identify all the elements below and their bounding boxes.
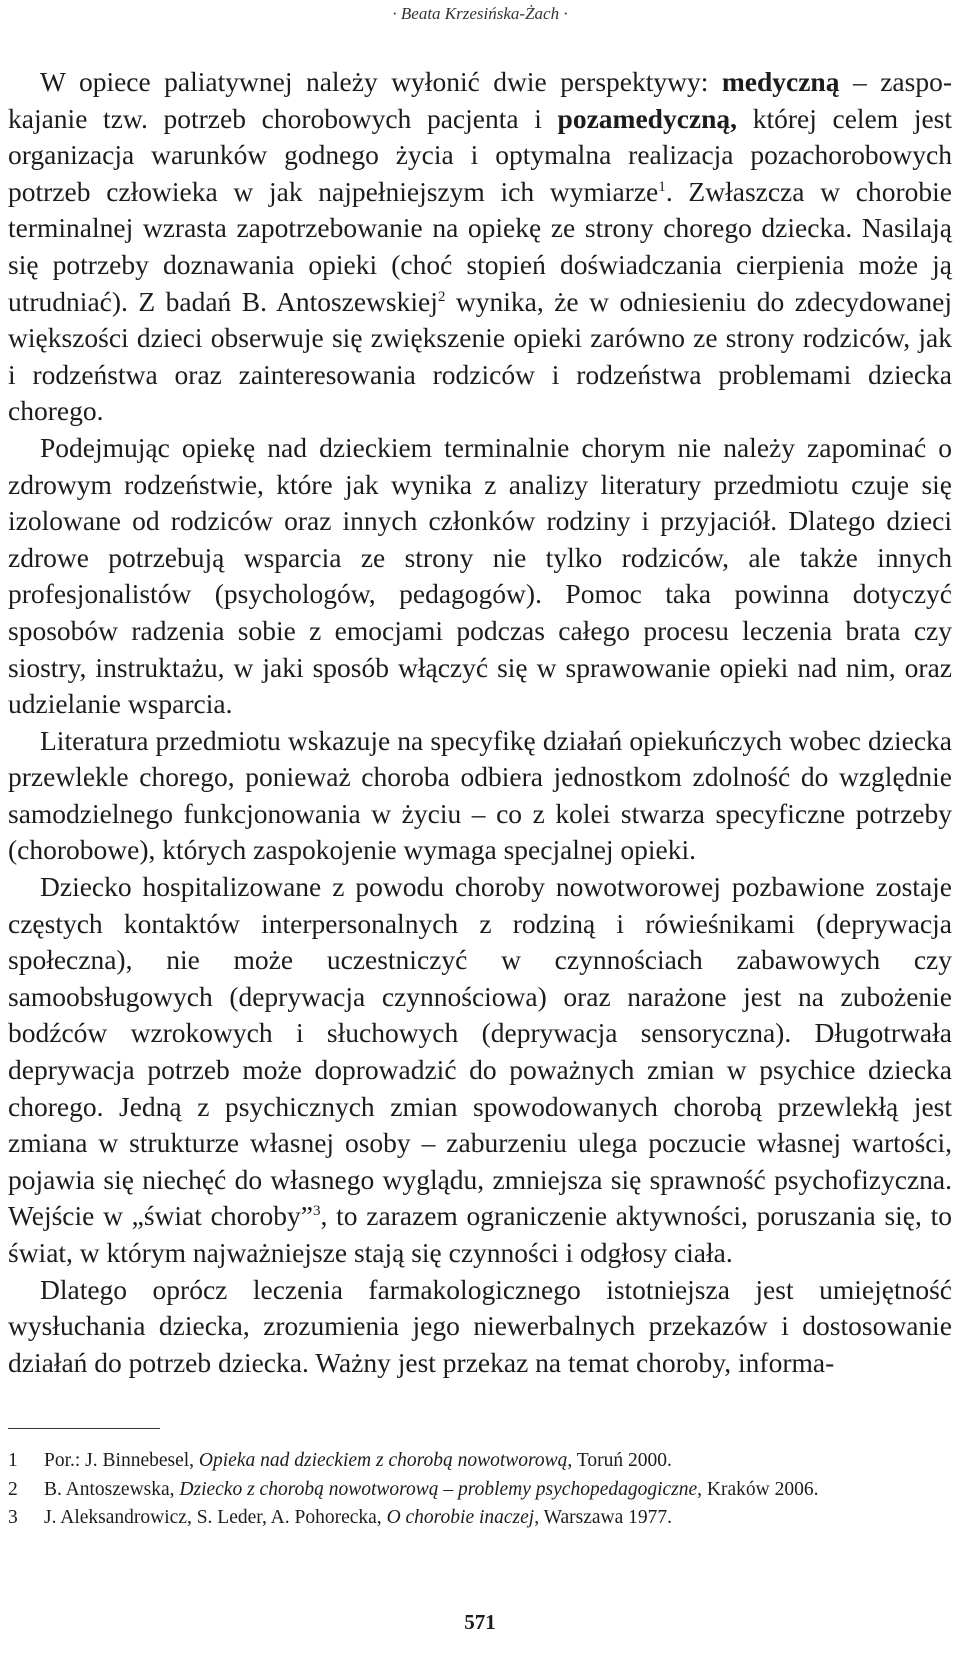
footnote-text: B. Antoszewska, Dziecko z chorobą nowotworową – problemy psychopedagogiczne, Kraków 2006. <box>44 1478 819 1500</box>
footnote-title: Opieka nad dzieckiem z chorobą nowotworową <box>198 1450 568 1471</box>
footnote-ref-3[interactable]: 3 <box>312 1203 321 1220</box>
footnote-divider <box>8 1428 160 1429</box>
footnote-number: 2 <box>8 1478 18 1500</box>
footnote-ref-2[interactable]: 2 <box>437 288 446 305</box>
footnote-number: 3 <box>8 1507 18 1528</box>
paragraph-5: Dlatego oprócz leczenia farmakologicznego istotniejsza jest umiejętność wysłuchania dziecka, zrozumienia jego niewerbalnych przekazów i dostosowanie działań do potrzeb dziecka. Ważny jest przekaz na temat choroby, informa- <box>8 1273 952 1378</box>
paragraph-1: W opiece paliatywnej należy wyłonić dwie perspektywy: medyczną – zaspokajanie tzw. potrzeb chorobowych pacjenta i pozamedyczną, której celem jest organizacja warunków godnego życia i optymalna realizacja pozachorobowych potrzeb człowieka w jak najpełniejszym ich wymiarze$^1$. Zwłaszcza w chorobie terminalnej wzrasta zapotrzebowanie na opiekę ze strony chorego dziecka. Nasilają się potrzeby doznawania opieki (choć stopień doświadczania cierpienia może ją utrudniać). Z badań B. Antoszewskiej$^2$ wynika, że w odniesieniu do zdecydowanej większości dzieci obserwuje się zwiększenie opieki zarówno ze strony rodziców, jak i rodzeństwa oraz zainteresowania rodziców i rodzeństwa problemami dziecka chorego. <box>8 66 953 427</box>
footnote-3 <box>8 1504 952 1533</box>
emphasis-pozamedyczna: pozamedyczną, <box>557 102 738 134</box>
footnote-number: 1 <box>8 1450 18 1471</box>
paragraph-3: Literatura przedmiotu wskazuje na specyfikę działań opiekuńczych wobec dziecka przewlekle chorego, ponieważ choroba odbiera jednostkom zdolność do względnie samodzielnego funkcjonowania w życiu – co z kolei stwarza specyficzne potrzeby (chorobowe), których zaspokojenie wymaga specjalnej opieki. <box>8 724 952 866</box>
paragraph-2: Podejmując opiekę nad dzieckiem terminalnie chorym nie należy zapominać o zdrowym rodzeństwie, które jak wynika z analizy literatury przedmiotu czuje się izolowane od rodziców oraz innych członków rodziny i przyjaciół. Dlatego dzieci zdrowe potrzebują wsparcia ze strony nie tylko rodziców, ale także innych profesjonalistów (psychologów, pedagogów). Pomoc taka powinna dotyczyć sposobów radzenia sobie z emocjami podczas całego procesu leczenia brata czy siostry, instruktażu, w jaki sposób włączyć się w sprawowanie opieki nad nim, oraz udzielanie wsparcia. <box>8 431 952 720</box>
page-number: 571 <box>464 1610 496 1634</box>
footnote-title: Dziecko z chorobą nowotworową – problemy psychopedagogiczne <box>179 1478 698 1500</box>
footnotes <box>8 1447 952 1533</box>
footnote-text: J. Aleksandrowicz, S. Leder, A. Pohorecka, O chorobie inaczej, Warszawa 1977. <box>44 1507 673 1528</box>
footnote-2 <box>8 1476 952 1505</box>
running-head: · Beata Krzesińska-Żach · <box>392 4 568 23</box>
footnote-1 <box>8 1447 952 1476</box>
main-text <box>8 64 952 1381</box>
footnote-title: O chorobie inaczej <box>386 1507 535 1528</box>
paragraph-4: Dziecko hospitalizowane z powodu choroby nowotworowej pozbawione zostaje częstych kontaktów interpersonalnych z rodziną i rówieśnikami (deprywacja społeczna), nie może uczestniczyć w czynnościach zabawowych czy samoobsługowych (deprywacja czynnościowa) oraz narażone jest na zubożenie bodźców wzrokowych i słuchowych (deprywacja sensoryczna). Długotrwała deprywacja potrzeb może doprowadzić do poważnych zmian w psychice dziecka chorego. Jedną z psychicznych zmian spowodowanych chorobą przewlekłą jest zmiana w strukturze własnej osoby – zaburzeniu ulega poczucie własnej wartości, pojawia się niechęć do własnego wyglądu, zmniejsza się sprawność psychofizyczna. Wejście w „świat choroby”$^3$, to zarazem ograniczenie aktywności, poruszania się, to świat, w którym najważniejsze stają się czynności i odgłosy ciała. <box>8 871 952 1268</box>
emphasis-medyczna: medyczną <box>721 66 840 97</box>
footnote-ref-1[interactable]: 1 <box>658 178 666 195</box>
footnote-text: Por.: J. Binnebesel, Opieka nad dzieckiem z chorobą nowotworową, Toruń 2000. <box>44 1450 672 1471</box>
